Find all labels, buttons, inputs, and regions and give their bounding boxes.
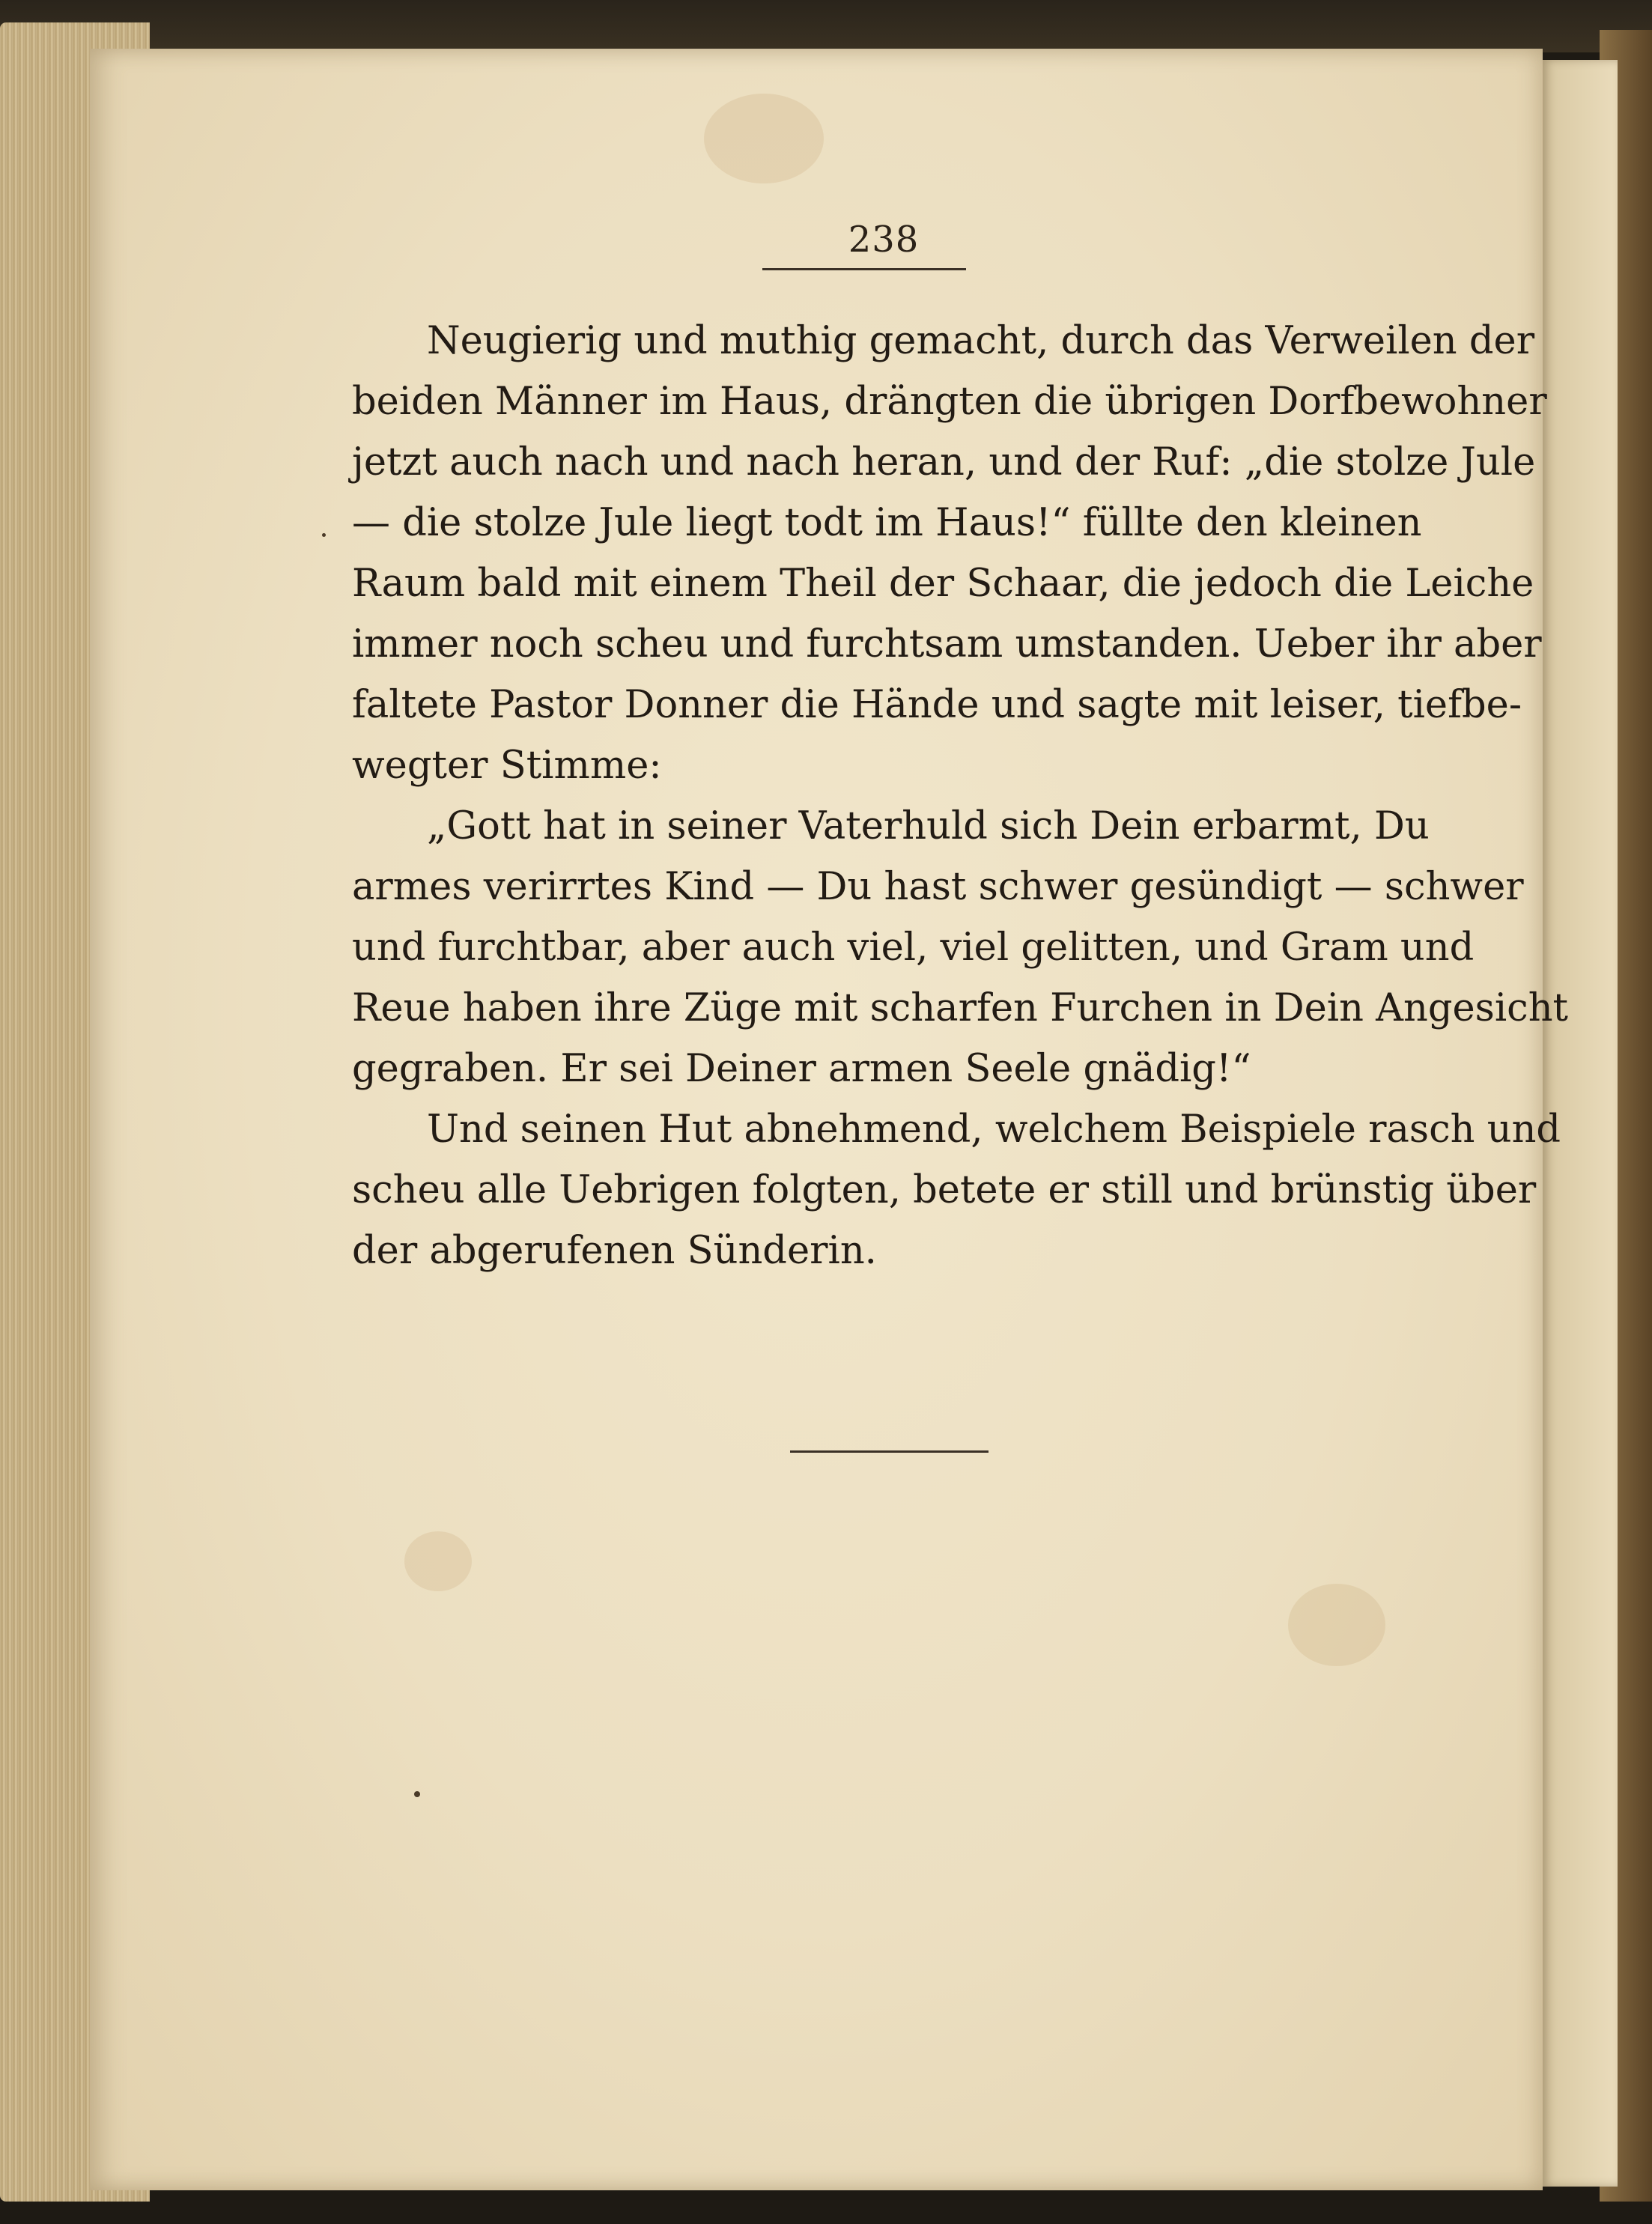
- text-line: Raum bald mit einem Theil der Schaar, die jedoch die Leiche: [352, 562, 1534, 606]
- text-line: und furchtbar, aber auch viel, viel gelitten, und Gram und: [352, 926, 1475, 970]
- page-number: 238: [848, 219, 920, 261]
- text-line: scheu alle Uebrigen folgten, betete er still und brünstig über: [352, 1168, 1537, 1212]
- text-line: Neugierig und muthig gemacht, durch das Verweilen der: [427, 319, 1535, 363]
- end-rule: [790, 1450, 989, 1453]
- text-line: faltete Pastor Donner die Hände und sagte mit leiser, tiefbe-: [352, 683, 1522, 727]
- paper-stain: [404, 1531, 472, 1591]
- header-rule: [762, 268, 966, 270]
- text-line: Und seinen Hut abnehmend, welchem Beispiele rasch und: [427, 1108, 1561, 1152]
- text-line: immer noch scheu und furchtsam umstanden. Ueber ihr aber: [352, 622, 1542, 666]
- text-line: „Gott hat in seiner Vaterhuld sich Dein erbarmt, Du: [427, 804, 1430, 848]
- text-line: Reue haben ihre Züge mit scharfen Furchen in Dein Angesicht: [352, 986, 1569, 1030]
- book-cover-top: [0, 0, 1652, 52]
- text-line: gegraben. Er sei Deiner armen Seele gnädig!“: [352, 1047, 1251, 1091]
- paper-stain: [1288, 1584, 1385, 1666]
- text-line: der abgerufenen Sünderin.: [352, 1229, 877, 1273]
- text-line: beiden Männer im Haus, drängten die übrigen Dorfbewohner: [352, 380, 1547, 424]
- text-line: armes verirrtes Kind — Du hast schwer gesündigt — schwer: [352, 865, 1524, 909]
- text-line: jetzt auch nach und nach heran, und der Ruf: „die stolze Jule: [352, 440, 1536, 484]
- text-line: wegter Stimme:: [352, 744, 662, 788]
- paper-stain: [704, 94, 824, 183]
- ink-speck: [414, 1791, 420, 1797]
- text-line: — die stolze Jule liegt todt im Haus!“ füllte den kleinen: [352, 501, 1422, 545]
- body-text: [352, 311, 1569, 1281]
- ink-speck: [322, 533, 326, 537]
